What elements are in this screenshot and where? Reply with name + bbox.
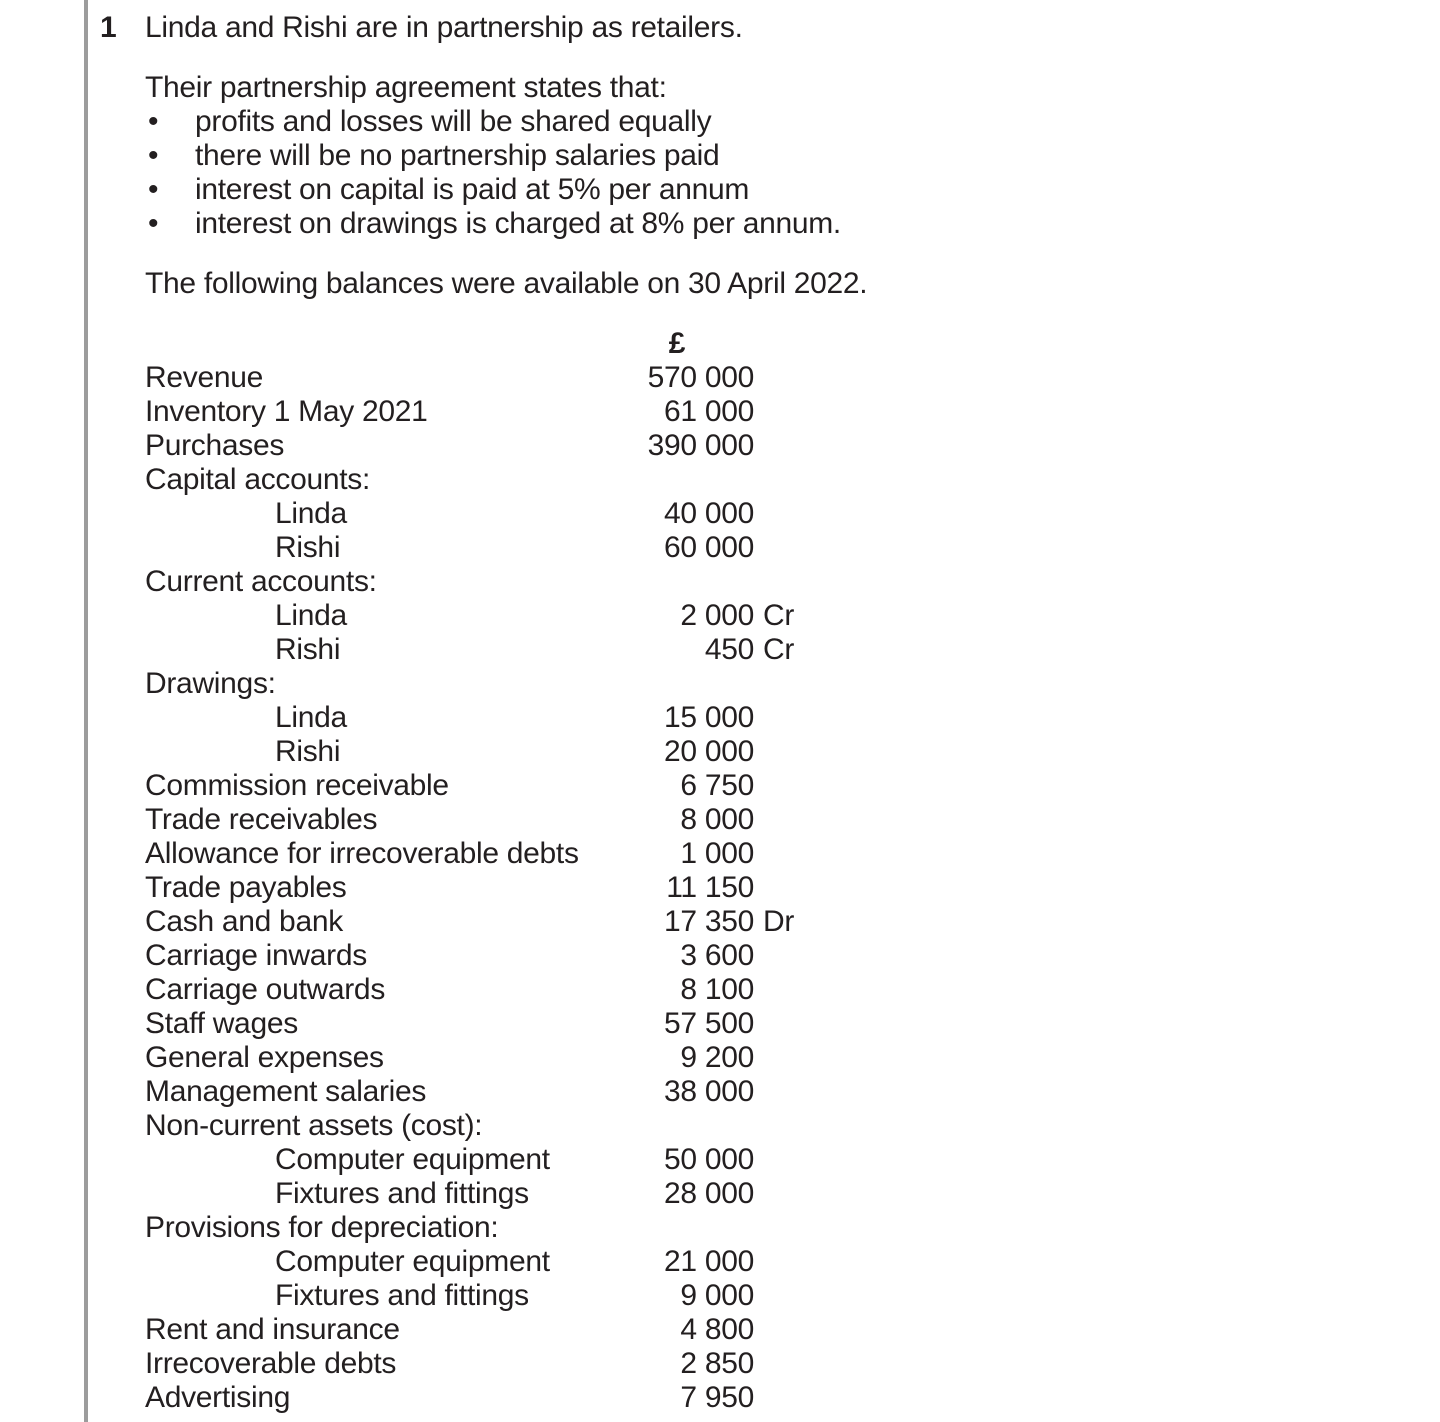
balance-row [145, 1245, 1400, 1279]
balance-label: Revenue [145, 361, 263, 394]
bullet-icon: • [148, 207, 159, 240]
balance-row [145, 667, 1400, 701]
balances-table [145, 327, 1400, 1415]
balance-label: Drawings: [145, 667, 276, 700]
balance-label: Carriage outwards [145, 973, 386, 1006]
agreement-item-text: profits and losses will be shared equally [195, 105, 712, 138]
balances-header-row [145, 327, 1400, 361]
balance-value: 8 000 [680, 803, 754, 836]
balance-row [145, 1109, 1400, 1143]
balance-value: 6 750 [680, 769, 754, 802]
balance-row [145, 497, 1400, 531]
balances-rows [145, 361, 1400, 1415]
balance-row [145, 463, 1400, 497]
balance-label: Capital accounts: [145, 463, 371, 496]
agreement-item [145, 139, 1400, 173]
balance-row [145, 1347, 1400, 1381]
balance-label: Trade receivables [145, 803, 378, 836]
balance-row [145, 1143, 1400, 1177]
balance-label: Inventory 1 May 2021 [145, 395, 428, 428]
balance-label: Fixtures and fittings [275, 1177, 529, 1210]
balance-row [145, 1211, 1400, 1245]
balance-value: 8 100 [680, 973, 754, 1006]
balance-suffix: Cr [763, 599, 795, 632]
balance-suffix: Cr [763, 633, 795, 666]
balances-intro: The following balances were available on 30 April 2022. [145, 267, 868, 300]
balance-value: 9 000 [680, 1279, 754, 1312]
balance-row [145, 973, 1400, 1007]
agreement-item-text: interest on capital is paid at 5% per annum [195, 173, 750, 206]
balance-row [145, 1279, 1400, 1313]
balance-value: 61 000 [664, 395, 754, 428]
balance-value: 3 600 [680, 939, 754, 972]
currency-header: £ [668, 327, 686, 360]
balance-value: 15 000 [664, 701, 754, 734]
agreement-item-text: interest on drawings is charged at 8% per annum. [195, 207, 841, 240]
balance-label: Cash and bank [145, 905, 343, 938]
balance-row [145, 837, 1400, 871]
balance-label: Computer equipment [275, 1143, 550, 1176]
balance-row [145, 939, 1400, 973]
balance-row [145, 395, 1400, 429]
balance-value: 11 150 [666, 871, 754, 904]
balance-label: Irrecoverable debts [145, 1347, 397, 1380]
balance-suffix: Dr [763, 905, 795, 938]
balance-value: 570 000 [647, 361, 754, 394]
balance-label: Linda [275, 701, 347, 734]
balance-value: 450 [704, 633, 754, 666]
balance-value: 57 500 [664, 1007, 754, 1040]
balance-label: Rishi [275, 735, 341, 768]
balance-value: 28 000 [664, 1177, 754, 1210]
balance-label: Non-current assets (cost): [145, 1109, 483, 1142]
agreement-heading: Their partnership agreement states that: [145, 71, 667, 104]
agreement-item [145, 207, 1400, 241]
balance-row [145, 429, 1400, 463]
balance-label: Carriage inwards [145, 939, 367, 972]
balance-row [145, 735, 1400, 769]
balance-row [145, 633, 1400, 667]
agreement-item-text: there will be no partnership salaries paid [195, 139, 720, 172]
balance-label: Provisions for depreciation: [145, 1211, 499, 1244]
bullet-icon: • [148, 173, 159, 206]
balance-row [145, 1075, 1400, 1109]
agreement-item [145, 105, 1400, 139]
balance-label: Purchases [145, 429, 285, 462]
balance-row [145, 1381, 1400, 1415]
balance-row [145, 1007, 1400, 1041]
bullet-icon: • [148, 139, 159, 172]
balance-label: Staff wages [145, 1007, 298, 1040]
balance-row [145, 701, 1400, 735]
question-intro: Linda and Rishi are in partnership as retailers. [145, 11, 743, 44]
balance-row [145, 905, 1400, 939]
balance-row [145, 531, 1400, 565]
balance-value: 2 000 [680, 599, 754, 632]
agreement-list [145, 105, 1400, 241]
left-margin-rule [84, 0, 88, 1422]
balance-value: 38 000 [664, 1075, 754, 1108]
balance-value: 20 000 [664, 735, 754, 768]
balance-value: 7 950 [680, 1381, 754, 1414]
balance-label: Trade payables [145, 871, 347, 904]
balance-row [145, 361, 1400, 395]
balance-row [145, 599, 1400, 633]
balance-row [145, 871, 1400, 905]
bullet-icon: • [148, 105, 159, 138]
agreement-item [145, 173, 1400, 207]
balance-row [145, 1177, 1400, 1211]
balance-row [145, 1041, 1400, 1075]
balance-label: Linda [275, 497, 347, 530]
balance-row [145, 1313, 1400, 1347]
balance-label: Rent and insurance [145, 1313, 400, 1346]
question-block [100, 11, 1400, 1415]
question-body [145, 11, 1400, 1415]
balance-label: Fixtures and fittings [275, 1279, 529, 1312]
balance-value: 17 350 [664, 905, 754, 938]
balance-label: Rishi [275, 633, 341, 666]
balance-label: Linda [275, 599, 347, 632]
balance-row [145, 565, 1400, 599]
balance-label: General expenses [145, 1041, 384, 1074]
balance-label: Advertising [145, 1381, 291, 1414]
balance-label: Computer equipment [275, 1245, 550, 1278]
balance-value: 40 000 [664, 497, 754, 530]
balance-value: 1 000 [680, 837, 754, 870]
balance-value: 2 850 [680, 1347, 754, 1380]
balance-value: 390 000 [647, 429, 754, 462]
balance-value: 21 000 [664, 1245, 754, 1278]
balance-label: Commission receivable [145, 769, 449, 802]
balance-label: Rishi [275, 531, 341, 564]
balance-value: 4 800 [680, 1313, 754, 1346]
balance-value: 50 000 [664, 1143, 754, 1176]
balance-label: Current accounts: [145, 565, 377, 598]
balance-row [145, 803, 1400, 837]
balance-row [145, 769, 1400, 803]
balance-label: Management salaries [145, 1075, 427, 1108]
balance-value: 60 000 [664, 531, 754, 564]
balance-value: 9 200 [680, 1041, 754, 1074]
balance-label: Allowance for irrecoverable debts [145, 837, 579, 870]
question-number: 1 [100, 11, 117, 44]
